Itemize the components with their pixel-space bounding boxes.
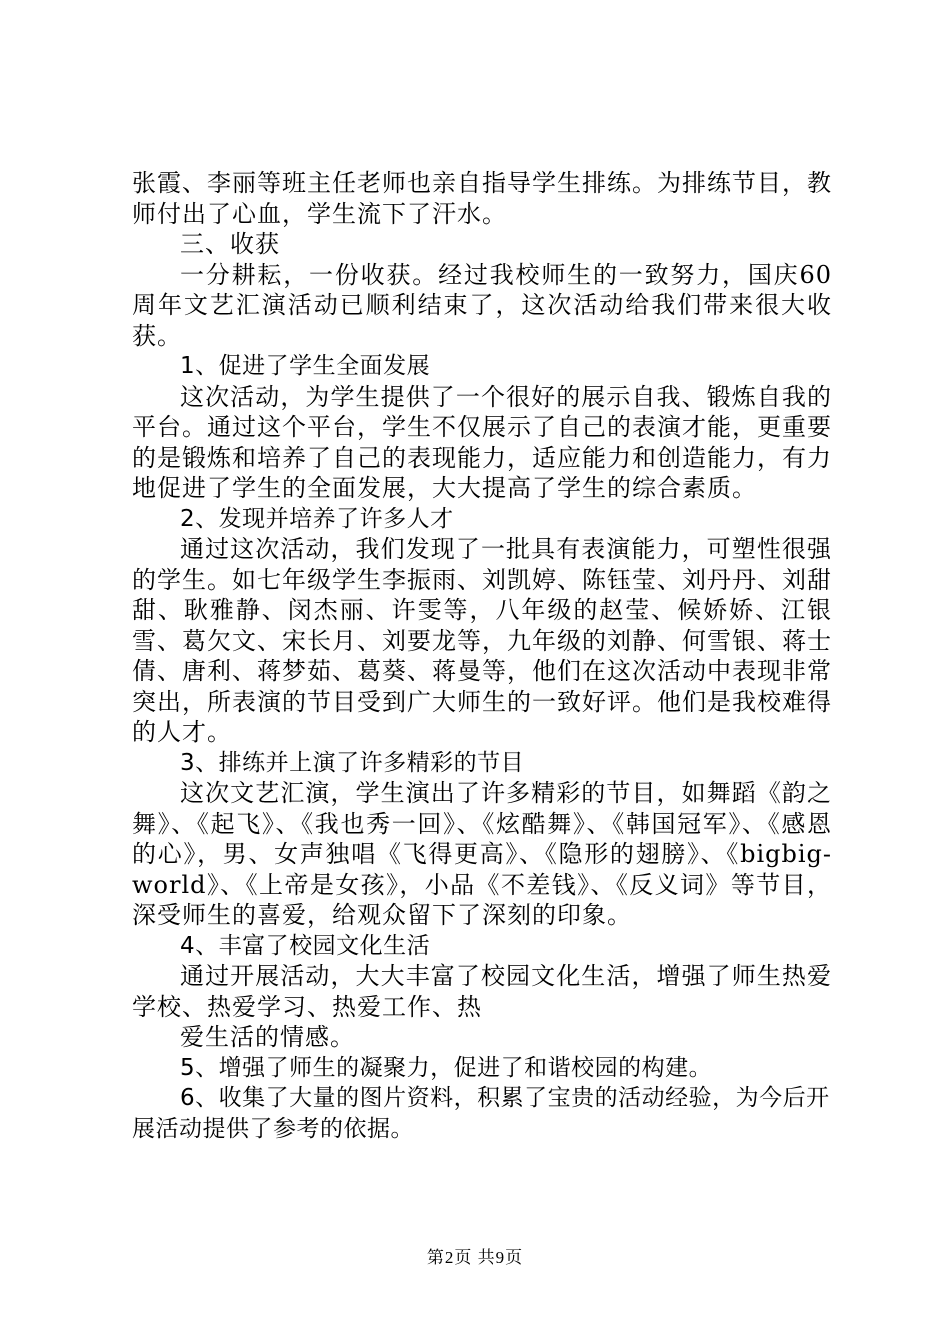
paragraph-1: 这次活动，为学生提供了一个很好的展示自我、锻炼自我的平台。通过这个平台，学生不仅展示了自己的表演才能，更重要的是锻炼和培养了自己的表现能力，适应能力和创造能力，有力地促进了学生的全面发展，大大提高了学生的综合素质。 bbox=[132, 382, 832, 502]
section-heading-harvest: 三、收获 bbox=[180, 230, 280, 258]
page-number-footer: 第2页 共9页 bbox=[426, 1248, 524, 1267]
subheading-1: 1、促进了学生全面发展 bbox=[180, 353, 431, 379]
paragraph-4: 通过开展活动，大大丰富了校园文化生活，增强了师生热爱学校、热爱学习、热爱工作、热 bbox=[132, 962, 832, 1021]
subheading-2: 2、发现并培养了许多人才 bbox=[180, 505, 454, 532]
paragraph-harvest-intro: 一分耕耘，一份收获。经过我校师生的一致努力，国庆60周年文艺汇演活动已顺利结束了，这次活动给我们带来很大收获。 bbox=[132, 260, 832, 350]
paragraph-3: 这次文艺汇演，学生演出了许多精彩的节目，如舞蹈《韵之舞》、《起飞》、《我也秀一回》、《炫酷舞》、《韩国冠军》、《感恩的心》，男、女声独唱《飞得更高》、《隐形的翅膀》、《bigbig-world》、《上帝是女孩》，小品《不差钱》、《反义词》等节目，深受师生的喜爱，给观众留下了深刻的印象。 bbox=[132, 779, 832, 929]
document-body bbox=[132, 168, 832, 1144]
subheading-6: 6、收集了大量的图片资料，积累了宝贵的活动经验，为今后开展活动提供了参考的依据。 bbox=[132, 1085, 830, 1142]
subheading-3: 3、排练并上演了许多精彩的节目 bbox=[180, 749, 525, 776]
paragraph-4-continued: 爱生活的情感。 bbox=[180, 1023, 355, 1051]
paragraph-2: 通过这次活动，我们发现了一批具有表演能力，可塑性很强的学生。如七年级学生李振雨、刘凯婷、陈钰莹、刘丹丹、刘甜甜、耿雅静、闵杰丽、许雯等，八年级的赵莹、候娇娇、江银雪、葛欠文、宋长月、刘要龙等，九年级的刘静、何雪银、蒋士倩、唐利、蒋梦茹、葛葵、蒋曼等，他们在这次活动中表现非常突出，所表演的节目受到广大师生的一致好评。他们是我校难得的人才。 bbox=[132, 535, 832, 746]
subheading-4: 4、丰富了校园文化生活 bbox=[180, 932, 431, 959]
subheading-5: 5、增强了师生的凝聚力，促进了和谐校园的构建。 bbox=[180, 1054, 713, 1081]
paragraph-continuation: 张霞、李丽等班主任老师也亲自指导学生排练。为排练节目，教师付出了心血，学生流下了汗水。 bbox=[132, 169, 832, 228]
